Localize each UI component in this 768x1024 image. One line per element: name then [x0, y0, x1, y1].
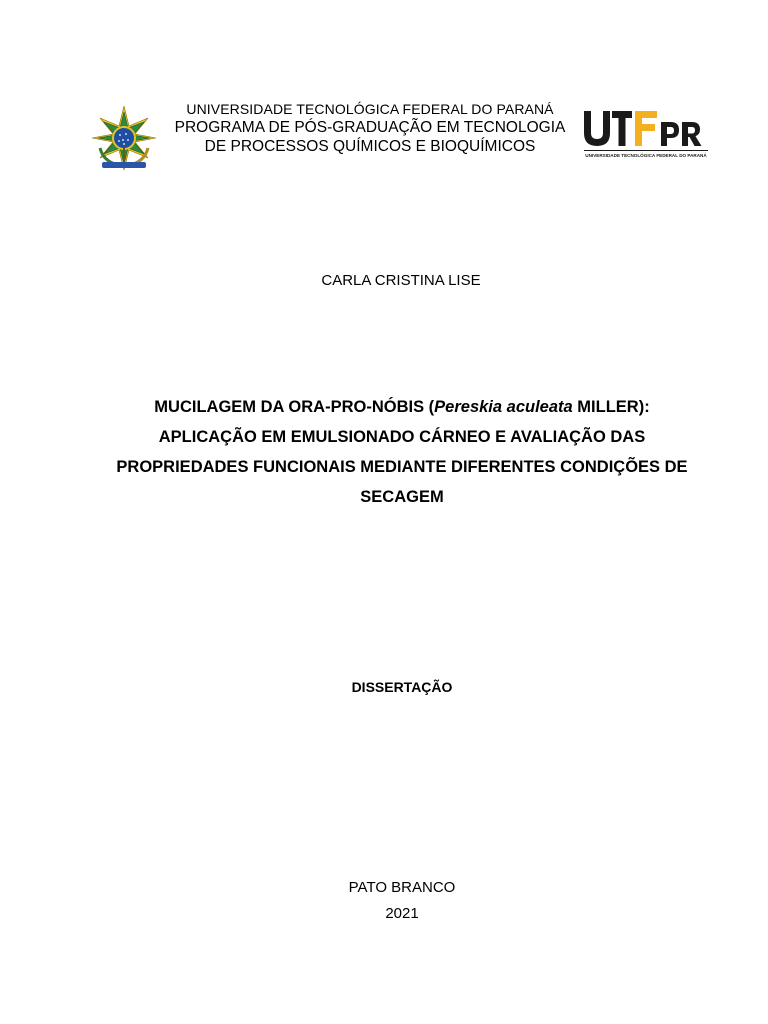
brasil-coat-of-arms-logo	[90, 104, 158, 172]
utfpr-logo	[582, 108, 710, 160]
place: PATO BRANCO	[348, 879, 456, 896]
utfpr-logo-caption: UNIVERSIDADE TECNOLÓGICA FEDERAL DO PARANÁ	[585, 153, 707, 158]
program-name-line2: DE PROCESSOS QUÍMICOS E BIOQUÍMICOS	[204, 138, 536, 155]
work-type: DISSERTAÇÃO	[351, 679, 453, 695]
dissertation-title	[110, 392, 694, 512]
institution-header	[165, 101, 575, 156]
title-part1: MUCILAGEM DA ORA-PRO-NÓBIS (	[154, 398, 435, 416]
program-name-line1: PROGRAMA DE PÓS-GRADUAÇÃO EM TECNOLOGIA	[174, 119, 566, 136]
author-name: CARLA CRISTINA LISE	[321, 272, 481, 289]
title-part2: MILLER): APLICAÇÃO EM EMULSIONADO CÁRNEO E AVALIAÇÃO DAS PROPRIEDADES FUNCIONAIS MEDIANTE DIFERENTES CONDIÇÕES DE SECAGEM	[116, 398, 688, 506]
university-name: UNIVERSIDADE TECNOLÓGICA FEDERAL DO PARANÁ	[186, 101, 554, 117]
title-species: Pereskia aculeata	[434, 398, 573, 416]
year: 2021	[385, 905, 419, 922]
